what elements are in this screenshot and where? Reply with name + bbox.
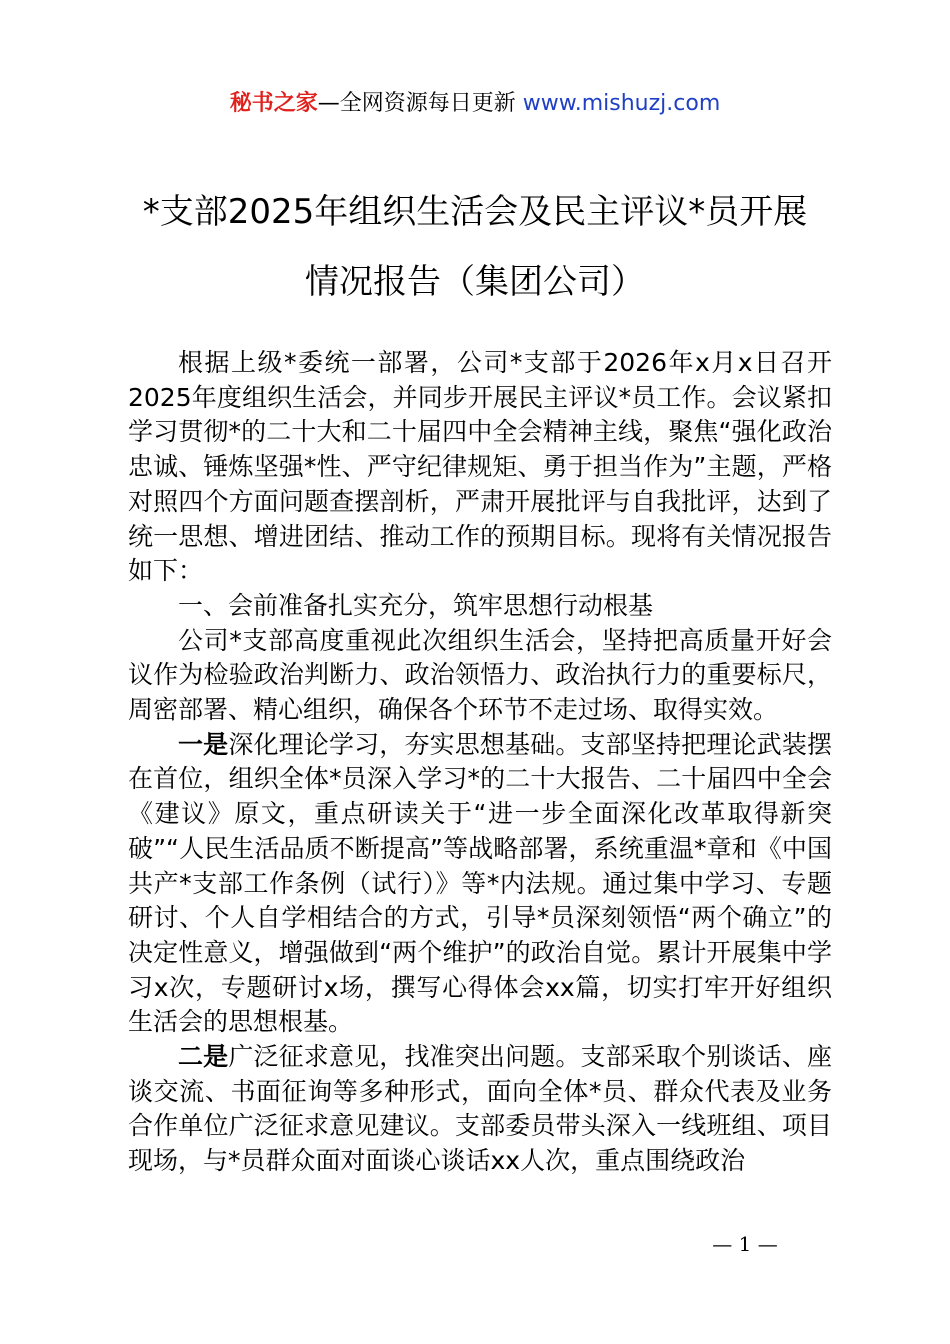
paragraph-section-1-intro <box>128 624 832 728</box>
site-brand: 秘书之家 <box>229 91 318 116</box>
paragraph-lead: 二是 <box>178 1042 229 1072</box>
paragraph-text: 广泛征求意见，找准突出问题。支部采取个别谈话、座谈交流、书面征询等多种形式，面向全体*员、群众代表及业务合作单位广泛征求意见建议。支部委员带头深入一线班组、项目现场，与*员群众面对面谈心谈话xx人次，重点围绕政治 <box>128 1042 832 1176</box>
paragraph-text: 深化理论学习，夯实思想基础。支部坚持把理论武装摆在首位，组织全体*员深入学习*的二十大报告、二十届四中全会《建议》原文，重点研读关于“进一步全面深化改革取得新突破”“人民生活品质不断提高”等战略部署，系统重温*章和《中国共产*支部工作条例（试行）》等*内法规。通过集中学习、专题研讨、个人自学相结合的方式，引导*员深刻领悟“两个确立”的决定性意义，增强做到“两个维护”的政治自觉。累计开展集中学习x次，专题研讨x场，撰写心得体会xx篇，切实打牢开好组织生活会的思想根基。 <box>128 729 832 1037</box>
paragraph-intro <box>128 346 832 589</box>
site-header <box>0 88 950 120</box>
paragraph-text: 根据上级*委统一部署，公司*支部于2026年x月x日召开2025年度组织生活会，并同步开展民主评议*员工作。会议紧扣学习贯彻*的二十大和二十届四中全会精神主线，聚焦“强化政治忠诚、锤炼坚强*性、严守纪律规矩、勇于担当作为”主题，严格对照四个方面问题查摆剖析，严肃开展批评与自我批评，达到了统一思想、增进团结、推动工作的预期目标。现将有关情况报告如下： <box>128 348 832 586</box>
document-title-line-1: *支部2025年组织生活会及民主评议*员开展 <box>142 192 808 232</box>
site-tagline: —全网资源每日更新 <box>317 91 516 116</box>
document-title-line-2: 情况报告（集团公司） <box>305 262 645 302</box>
paragraph-text: 公司*支部高度重视此次组织生活会，坚持把高质量开好会议作为检验政治判断力、政治领悟力、政治执行力的重要标尺，周密部署、精心组织，确保各个环节不走过场、取得实效。 <box>128 625 832 725</box>
section-heading-1 <box>128 589 832 624</box>
document-body <box>128 346 832 1179</box>
paragraph-lead: 一是 <box>178 729 229 759</box>
page-number: — 1 — <box>712 1232 778 1256</box>
paragraph-point-1 <box>128 728 832 1040</box>
section-heading-text: 一、会前准备扎实充分，筑牢思想行动根基 <box>178 590 654 620</box>
site-url[interactable]: www.mishuzj.com <box>522 91 721 116</box>
paragraph-point-2 <box>128 1040 832 1179</box>
